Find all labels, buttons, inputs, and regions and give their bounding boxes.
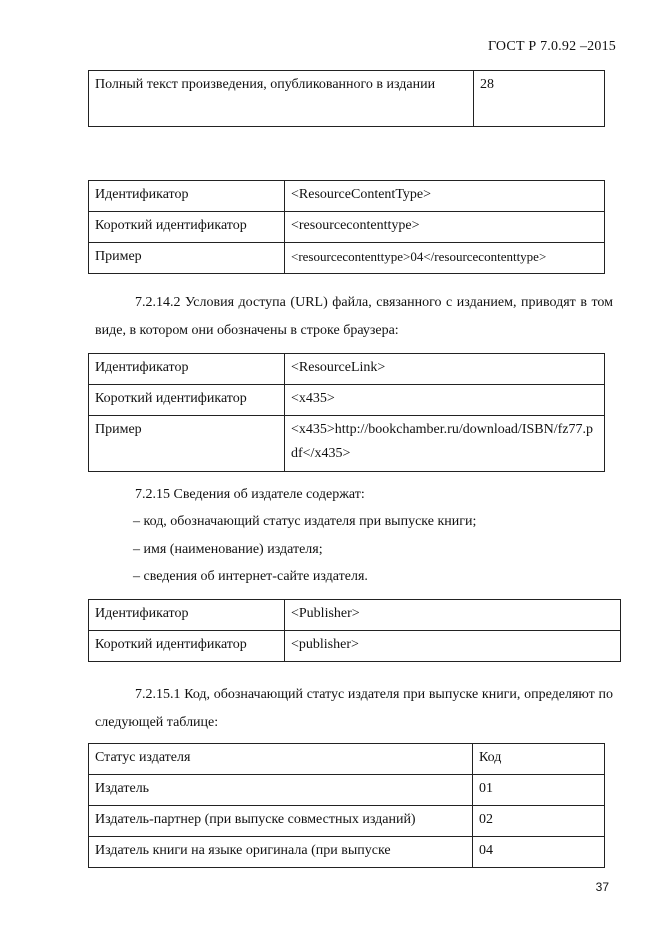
document-header: ГОСТ Р 7.0.92 –2015: [487, 39, 616, 54]
table-cell: <resourcecontenttype>04</resourcecontenttype>: [285, 243, 605, 274]
column-header-code: Код: [473, 744, 605, 775]
table-cell: 04: [473, 837, 605, 868]
table-row: [89, 354, 605, 385]
table-cell: 28: [474, 71, 605, 127]
table-cell: <publisher>: [285, 631, 621, 662]
list-item: – код, обозначающий статус издателя при выпуске книги;: [133, 514, 477, 529]
table-cell: Идентификатор: [89, 181, 285, 212]
table-row: [89, 212, 605, 243]
table-resource-link: [88, 353, 605, 472]
table-row: [89, 71, 605, 127]
table-cell: <ResourceContentType>: [285, 181, 605, 212]
table-cell: Идентификатор: [89, 600, 285, 631]
table-row: [89, 775, 605, 806]
table-cell: 02: [473, 806, 605, 837]
table-cell: Короткий идентификатор: [89, 385, 285, 416]
list-item: – имя (наименование) издателя;: [133, 542, 323, 557]
table-cell: Короткий идентификатор: [89, 631, 285, 662]
table-cell: <ResourceLink>: [285, 354, 605, 385]
paragraph-publisher-status-code: 7.2.15.1 Код, обозначающий статус издателя при выпуске книги, определяют по следующей таблице:: [95, 687, 613, 730]
table-cell: Издатель книги на языке оригинала (при выпуске: [89, 837, 473, 868]
table-cell: Издатель: [89, 775, 473, 806]
paragraph-resource-link: 7.2.14.2 Условия доступа (URL) файла, связанного с изданием, приводят в том виде, в котором они обозначены в строке браузера:: [95, 295, 613, 338]
table-header-row: [89, 744, 605, 775]
table-row: [89, 837, 605, 868]
list-item: – сведения об интернет-сайте издателя.: [133, 569, 368, 584]
table-cell: <Publisher>: [285, 600, 621, 631]
table-row: [89, 243, 605, 274]
page-number: 37: [595, 880, 609, 894]
table-cell: Пример: [89, 416, 285, 472]
column-header-status: Статус издателя: [89, 744, 473, 775]
table-cell: 01: [473, 775, 605, 806]
table-resource-content-type: [88, 180, 605, 274]
table-cell: Издатель-партнер (при выпуске совместных изданий): [89, 806, 473, 837]
table-publisher: [88, 599, 621, 662]
table-cell: Полный текст произведения, опубликованного в издании: [89, 71, 474, 127]
table-row: [89, 181, 605, 212]
table-row: [89, 416, 605, 472]
table-row: [89, 631, 621, 662]
table-full-text: [88, 70, 605, 127]
table-cell: <x435>http://bookchamber.ru/download/ISBN/fz77.pdf</x435>: [285, 416, 605, 472]
table-cell: Короткий идентификатор: [89, 212, 285, 243]
table-row: [89, 600, 621, 631]
table-row: [89, 806, 605, 837]
table-cell: <resourcecontenttype>: [285, 212, 605, 243]
table-cell: <x435>: [285, 385, 605, 416]
table-publisher-status: [88, 743, 605, 868]
table-cell: Пример: [89, 243, 285, 274]
table-row: [89, 385, 605, 416]
table-cell: Идентификатор: [89, 354, 285, 385]
paragraph-publisher-info: 7.2.15 Сведения об издателе содержат:: [135, 487, 365, 502]
